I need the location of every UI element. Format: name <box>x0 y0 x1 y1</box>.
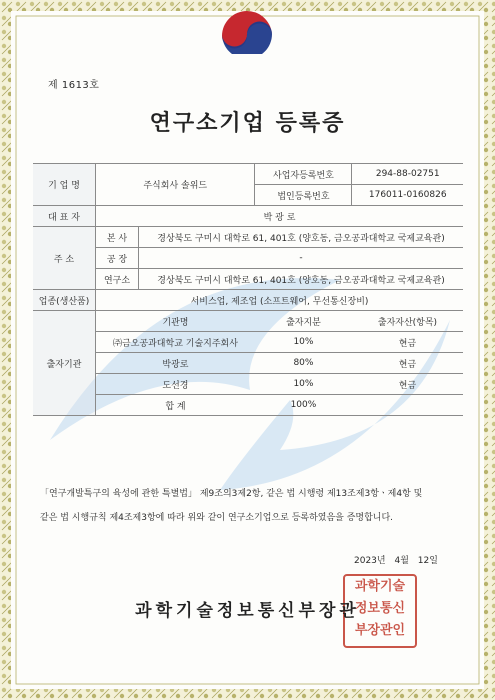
investors-label: 출자기관 <box>33 311 96 416</box>
investor-total-asset <box>352 395 463 416</box>
investor-asset: 현금 <box>352 332 463 353</box>
hq-address: 경상북도 구미시 대학로 61, 401호 (양호동, 금오공과대학교 국제교육관) <box>139 227 464 248</box>
issue-month: 4월 <box>394 556 409 566</box>
issue-day: 12일 <box>417 556 438 566</box>
representative-name: 박 광 로 <box>96 206 464 227</box>
lab-label: 연구소 <box>96 269 139 290</box>
biz-reg-number: 294-88-02751 <box>352 164 463 185</box>
certificate-number: 제 1613호 <box>48 80 100 91</box>
industry-label: 업종(생산품) <box>33 290 96 311</box>
investor-name: ㈜금오공과대학교 기술지주회사 <box>96 332 255 353</box>
investor-total-share: 100% <box>255 395 352 416</box>
factory-label: 공 장 <box>96 248 139 269</box>
investor-total-label: 합 계 <box>96 395 255 416</box>
biz-reg-label: 사업자등록번호 <box>255 164 352 185</box>
issue-year: 2023년 <box>354 556 386 566</box>
corp-reg-label: 법인등록번호 <box>255 185 352 206</box>
factory-address: - <box>139 248 464 269</box>
government-emblem-icon <box>216 6 278 54</box>
investor-asset: 현금 <box>352 353 463 374</box>
investor-total-row <box>33 395 463 416</box>
issuer-name: 과학기술정보통신부장관 <box>135 601 360 621</box>
certificate-title: 연구소기업 등록증 <box>149 111 346 136</box>
statement-line-2: 같은 법 시행규칙 제4조제3항에 따라 위와 같이 연구소기업으로 등록하였음을 증명합니다. <box>40 513 394 523</box>
investor-share: 10% <box>255 332 352 353</box>
investor-row <box>33 332 463 353</box>
industry-value: 서비스업, 제조업 (소프트웨어, 무선통신장비) <box>96 290 464 311</box>
investor-row <box>33 374 463 395</box>
lab-address: 경상북도 구미시 대학로 61, 401호 (양호동, 금오공과대학교 국제교육관) <box>139 269 464 290</box>
corp-reg-number: 176011-0160826 <box>352 185 463 206</box>
investor-col-share: 출자지분 <box>255 311 352 332</box>
hq-label: 본 사 <box>96 227 139 248</box>
company-name-label: 기 업 명 <box>33 164 96 206</box>
official-seal: 과학기술 정보통신 부장관인 <box>343 574 417 648</box>
company-name: 주식회사 솔위드 <box>96 164 255 206</box>
investor-share: 80% <box>255 353 352 374</box>
investor-col-asset: 출자자산(항목) <box>352 311 463 332</box>
statement-line-1: 「연구개발특구의 육성에 관한 특별법」 제9조의3제2항, 같은 법 시행령 제13조제3항ㆍ제4항 및 <box>40 489 423 499</box>
investor-asset: 현금 <box>352 374 463 395</box>
issue-date <box>354 553 438 566</box>
address-label: 주 소 <box>33 227 96 290</box>
investor-col-name: 기관명 <box>96 311 255 332</box>
company-info-table <box>33 163 463 416</box>
representative-label: 대 표 자 <box>33 206 96 227</box>
investor-row <box>33 353 463 374</box>
investor-name: 박광로 <box>96 353 255 374</box>
investor-name: 도선경 <box>96 374 255 395</box>
investor-share: 10% <box>255 374 352 395</box>
